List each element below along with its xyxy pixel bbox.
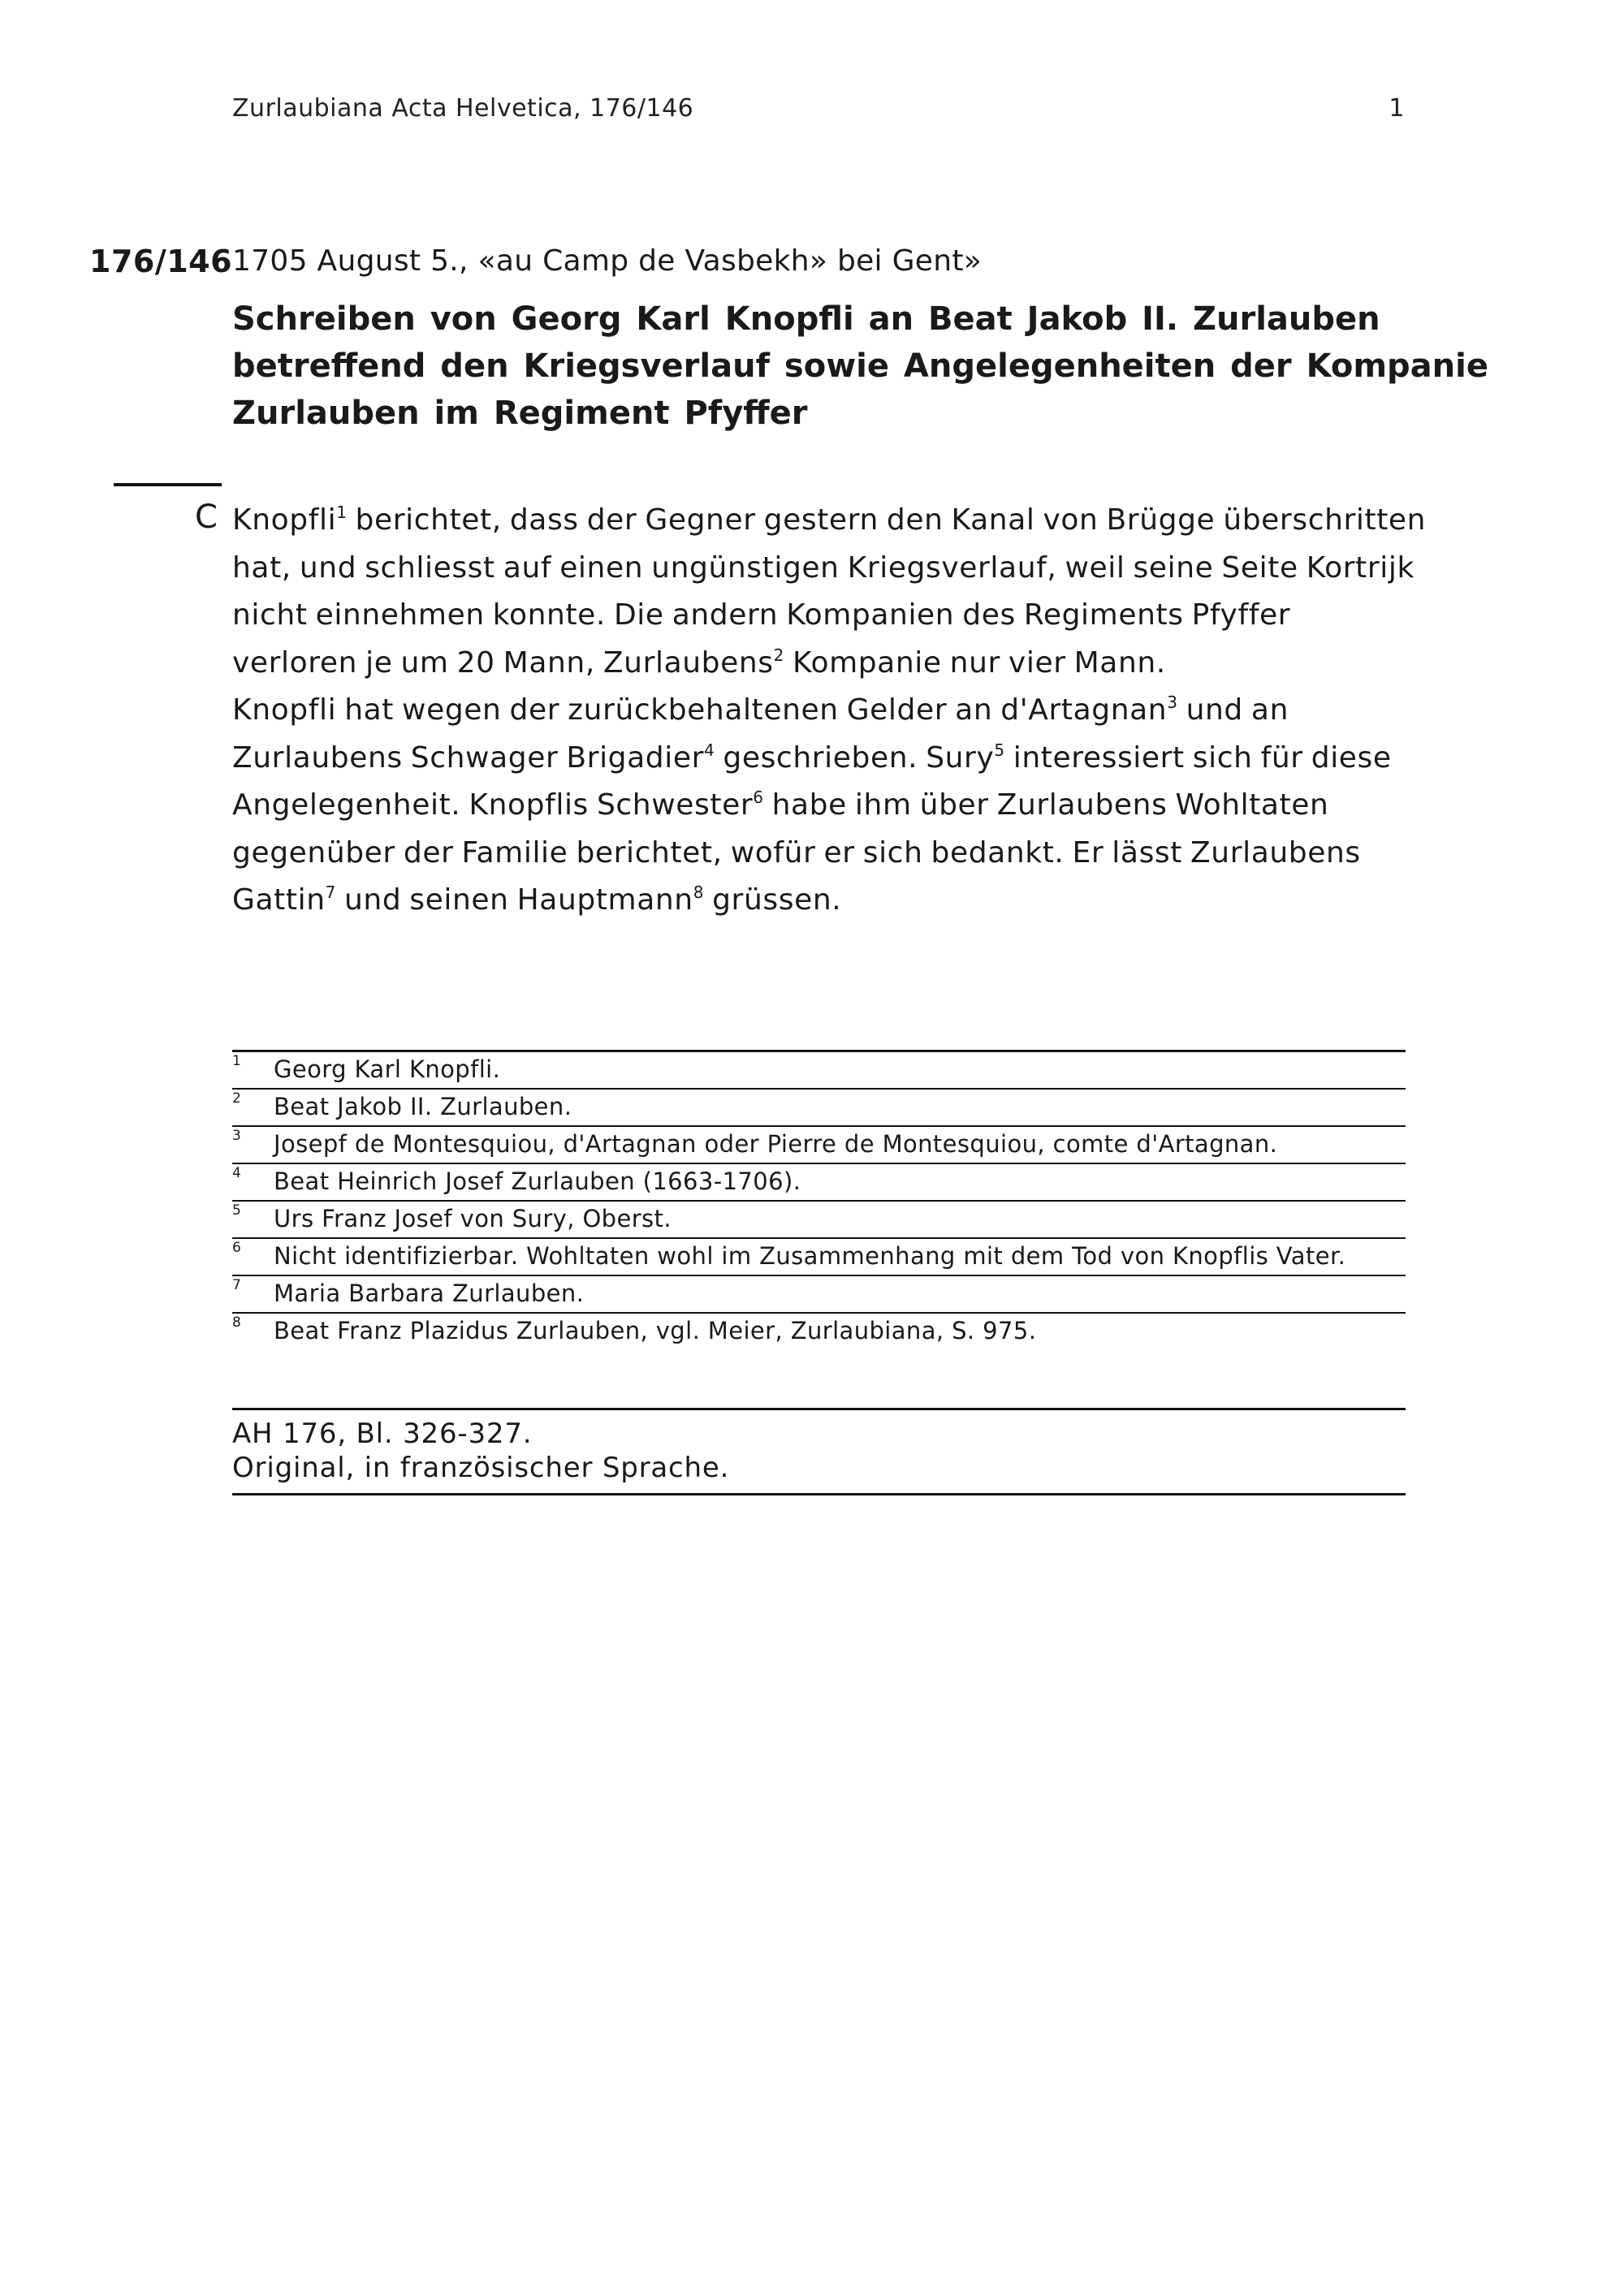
summary-line: Angelegenheit. Knopflis Schwester$^6$ habe ihm über Zurlaubens Wohltaten xyxy=(232,788,1329,822)
footnotes-table xyxy=(232,1050,1406,1349)
summary-text xyxy=(232,497,1426,925)
footnote-number: 1 xyxy=(232,1053,242,1069)
document-title xyxy=(232,296,1488,437)
running-title: Zurlaubiana Acta Helvetica, 176/146 xyxy=(232,94,694,123)
source-description: Original, in französischer Sprache. xyxy=(232,1452,730,1484)
footnote-ref: 2 xyxy=(773,645,784,665)
source-note xyxy=(232,1408,1406,1495)
summary-line: verloren je um 20 Mann, Zurlaubens$^2$ Kompanie nur vier Mann. xyxy=(232,645,1166,680)
margin-letter: C xyxy=(195,498,218,536)
footnote-ref: 5 xyxy=(994,740,1005,760)
footnote-number: 7 xyxy=(232,1277,242,1293)
footnote-row xyxy=(232,1052,1406,1090)
footnote-row xyxy=(232,1202,1406,1239)
footnote-ref: 4 xyxy=(704,740,715,760)
footnote-text: Josepf de Montesquiou, d'Artagnan oder Pierre de Montesquiou, comte d'Artagnan. xyxy=(274,1130,1278,1158)
footnote-ref: 6 xyxy=(753,788,764,807)
footnote-ref: 3 xyxy=(1167,693,1178,712)
footnote-number: 8 xyxy=(232,1314,242,1331)
footnote-number: 4 xyxy=(232,1165,242,1181)
document-number: 176/146 xyxy=(89,244,233,279)
margin-rule xyxy=(114,483,222,486)
summary-line: nicht einnehmen konnte. Die andern Kompanien des Regiments Pfyffer xyxy=(232,598,1291,632)
summary-line: hat, und schliesst auf einen ungünstigen Kriegsverlauf, weil seine Seite Kortrijk xyxy=(232,550,1415,585)
summary-line: Zurlaubens Schwager Brigadier$^4$ geschrieben. Sury$^5$ interessiert sich für diese xyxy=(232,740,1392,775)
footnote-text: Georg Karl Knopfli. xyxy=(274,1055,501,1083)
page-header xyxy=(232,94,1405,123)
footnote-row xyxy=(232,1090,1406,1127)
title-line: Zurlauben im Regiment Pfyffer xyxy=(232,395,808,432)
footnote-ref: 7 xyxy=(325,883,336,902)
footnote-text: Nicht identifizierbar. Wohltaten wohl im Zusammenhang mit dem Tod von Knopflis Vater. xyxy=(274,1242,1346,1270)
footnote-number: 2 xyxy=(232,1090,242,1107)
footnote-number: 5 xyxy=(232,1202,242,1219)
footnote-text: Maria Barbara Zurlauben. xyxy=(274,1280,585,1307)
summary-line: gegenüber der Familie berichtet, wofür er sich bedankt. Er lässt Zurlaubens xyxy=(232,835,1361,870)
footnote-text: Beat Franz Plazidus Zurlauben, vgl. Meier, Zurlaubiana, S. 975. xyxy=(274,1317,1037,1344)
footnote-row xyxy=(232,1239,1406,1276)
footnote-number: 3 xyxy=(232,1128,242,1144)
title-line: Schreiben von Georg Karl Knopfli an Beat Jakob II. Zurlauben xyxy=(232,300,1380,338)
page-number: 1 xyxy=(1389,94,1405,123)
footnote-text: Beat Jakob II. Zurlauben. xyxy=(274,1093,572,1120)
footnote-row xyxy=(232,1164,1406,1202)
footnote-row xyxy=(232,1127,1406,1164)
title-line: betreffend den Kriegsverlauf sowie Angelegenheiten der Kompanie xyxy=(232,347,1488,385)
summary-line: Knopfli$^1$ berichtet, dass der Gegner gestern den Kanal von Brügge überschritten xyxy=(232,503,1427,537)
footnote-row xyxy=(232,1314,1406,1349)
summary-line: Knopfli hat wegen der zurückbehaltenen Gelder an d'Artagnan$^3$ und an xyxy=(232,693,1289,727)
footnote-ref: 8 xyxy=(693,883,705,902)
footnote-number: 6 xyxy=(232,1240,242,1256)
document-date-place: 1705 August 5., «au Camp de Vasbekh» bei Gent» xyxy=(232,244,983,278)
footnote-text: Beat Heinrich Josef Zurlauben (1663-1706). xyxy=(274,1167,801,1195)
footnote-ref: 1 xyxy=(336,503,348,522)
source-signature: AH 176, Bl. 326-327. xyxy=(232,1418,533,1450)
footnote-row xyxy=(232,1276,1406,1314)
footnote-text: Urs Franz Josef von Sury, Oberst. xyxy=(274,1205,672,1232)
summary-line: Gattin$^7$ und seinen Hauptmann$^8$ grüssen. xyxy=(232,883,842,917)
